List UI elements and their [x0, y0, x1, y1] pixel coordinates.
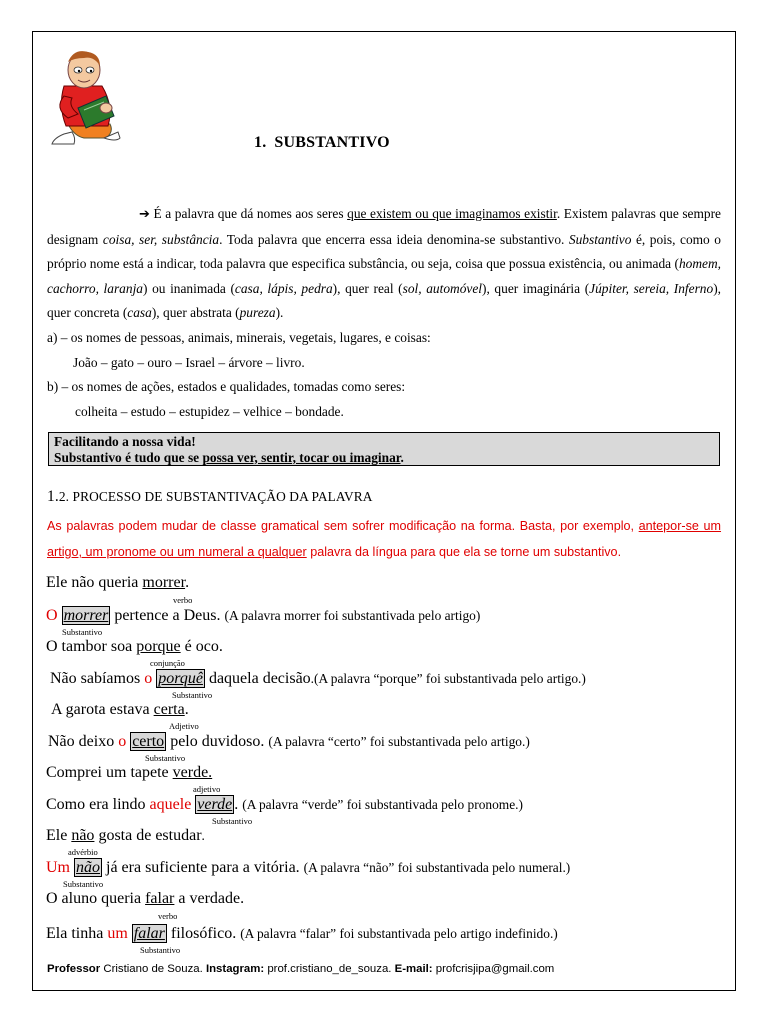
section-text: palavra da língua para que ela se torne um substantivo.	[306, 545, 622, 559]
example-determiner: um	[107, 925, 128, 942]
example-text: pertence a Deus.	[110, 607, 225, 624]
word-class-tag: Substantivo	[212, 816, 253, 826]
example-word-boxed: verde	[197, 796, 233, 813]
word-class-tag: Substantivo	[140, 945, 181, 955]
page-title	[254, 134, 390, 152]
example-line	[46, 827, 205, 845]
example-line	[48, 732, 530, 751]
example-note: .(A palavra “porque” foi substantivada pelo artigo.)	[310, 671, 586, 686]
example-determiner: aquele	[149, 796, 192, 813]
arrow-right-icon: ➔	[139, 207, 150, 222]
footer-label: Professor	[47, 963, 101, 975]
footer-label: E-mail:	[394, 963, 433, 975]
word-class-tag: Substantivo	[62, 627, 103, 637]
list-example-b: colheita – estudo – estupidez – velhice – bondade.	[75, 403, 344, 419]
word-class-tag: adjetivo	[193, 784, 221, 794]
example-text: .	[185, 574, 190, 591]
example-word: falar	[145, 890, 175, 907]
intro-text: ) ou inanimada (	[143, 280, 235, 296]
intro-text: ), quer abstrata (	[151, 305, 240, 321]
footer-value: prof.cristiano_de_souza.	[264, 963, 395, 975]
intro-paragraph	[47, 202, 721, 424]
section-underlined: antepor-se um artigo, um pronome ou um numeral a qualquer	[47, 519, 722, 559]
example-text: Ele	[46, 827, 72, 844]
example-word: morrer	[142, 574, 186, 591]
list-example-a: João – gato – ouro – Israel – árvore – livro.	[73, 354, 305, 370]
example-text: Ela tinha	[46, 925, 108, 942]
intro-underlined: que existem ou que imaginamos existir	[347, 206, 557, 221]
tip-box	[48, 432, 720, 466]
example-line	[46, 795, 523, 814]
example-text: O aluno queria	[46, 890, 146, 907]
example-determiner: o	[144, 670, 153, 687]
example-text: gosta de estudar	[94, 827, 202, 844]
example-word-boxed: morrer	[63, 607, 109, 624]
example-note: (A palavra “falar” foi substantivada pelo artigo indefinido.)	[240, 926, 558, 941]
example-line	[46, 890, 244, 908]
tip-text: .	[400, 449, 404, 465]
section-title-text: 2. PROCESSO DE SUBSTANTIVAÇÃO DA PALAVRA	[58, 489, 373, 504]
footer	[47, 963, 554, 975]
example-word-boxed: porquê	[158, 670, 203, 687]
example-determiner: o	[118, 733, 127, 750]
example-text: Comprei um tapete	[46, 764, 173, 781]
footer-value: profcrisjipa@gmail.com	[432, 963, 555, 975]
example-word-boxed: certo	[132, 733, 165, 750]
tip-text: Substantivo é tudo que se	[54, 449, 203, 465]
intro-text: é, pois, como o próprio nome está a indicar, toda palavra que especifica substância, ou seja, coisa que possua existência, ou animada (	[47, 231, 721, 272]
list-item-b: b) – os nomes de ações, estados e qualidades, tomadas como seres:	[47, 379, 406, 395]
example-text: .	[184, 701, 189, 718]
intro-italic: homem, cachorro, laranja	[47, 256, 721, 296]
example-text: daquela decisão	[204, 670, 311, 687]
example-text: .	[234, 796, 243, 813]
intro-text: . Existem palavras que sempre designam	[47, 206, 721, 247]
example-text: O tambor soa	[46, 638, 137, 655]
example-text: Não sabíamos	[50, 670, 145, 687]
example-text: Como era lindo	[46, 796, 150, 813]
tip-underlined: possa ver, sentir, tocar ou imaginar	[202, 449, 401, 465]
intro-italic: pureza	[239, 305, 276, 321]
example-note: (A palavra “não” foi substantivada pelo numeral.)	[303, 860, 571, 875]
intro-italic: casa	[127, 305, 152, 321]
example-word: porque	[136, 638, 181, 655]
word-class-tag: Substantivo	[63, 879, 104, 889]
tip-box-heading: Facilitando a nossa vida!	[54, 434, 196, 449]
example-line	[46, 574, 189, 592]
section-number: 1.	[47, 488, 59, 505]
intro-text: . Toda palavra que encerra essa ideia denomina-se substantivo.	[219, 231, 569, 247]
title-number: 1.	[254, 134, 267, 151]
example-text: Não deixo	[48, 733, 119, 750]
example-note: (A palavra “verde” foi substantivada pelo pronome.)	[242, 797, 523, 812]
word-class-tag: verbo	[173, 595, 193, 605]
intro-italic: sol, automóvel	[402, 280, 483, 296]
example-line	[46, 638, 223, 656]
example-note: (A palavra “certo” foi substantivada pelo artigo.)	[268, 734, 530, 749]
footer-value: Cristiano de Souza.	[100, 963, 206, 975]
example-line	[46, 858, 570, 877]
intro-text: ), quer real (	[332, 280, 403, 296]
intro-text: É a palavra que dá nomes aos seres	[153, 206, 348, 221]
word-class-tag: verbo	[158, 911, 178, 921]
list-item-a: a) – os nomes de pessoas, animais, minerais, vegetais, lugares, e coisas:	[47, 329, 431, 345]
example-line	[51, 701, 189, 719]
example-text: pelo duvidoso.	[166, 733, 269, 750]
example-line	[46, 764, 212, 782]
intro-text: ), quer concreta (	[47, 280, 721, 321]
intro-text: ).	[275, 305, 284, 321]
page-border	[32, 31, 736, 991]
example-line	[50, 669, 586, 688]
footer-label: Instagram:	[205, 963, 265, 975]
example-line	[46, 924, 558, 943]
intro-italic: Substantivo	[568, 231, 632, 247]
example-text: é oco.	[180, 638, 223, 655]
example-text: filosófico.	[166, 925, 241, 942]
section-paragraph	[47, 513, 721, 565]
title-text: SUBSTANTIVO	[274, 134, 390, 151]
word-class-tag: Substantivo	[145, 753, 186, 763]
intro-italic: casa, lápis, pedra	[234, 280, 333, 296]
example-determiner: O	[46, 607, 58, 624]
word-class-tag: Substantivo	[172, 690, 213, 700]
example-determiner: Um	[46, 859, 70, 876]
intro-italic: Júpiter, sereia, Inferno	[589, 280, 714, 296]
tip-box-text	[54, 450, 714, 466]
example-word-boxed: não	[76, 859, 100, 876]
intro-text: ), quer imaginária (	[482, 280, 590, 296]
example-text: A garota estava	[51, 701, 154, 718]
professor-cartoon-icon	[44, 46, 134, 146]
example-note: (A palavra morrer foi substantivada pelo artigo)	[224, 608, 481, 623]
example-text: .	[201, 828, 205, 843]
example-text: a verdade.	[174, 890, 245, 907]
section-title	[47, 488, 373, 506]
word-class-tag: conjunção	[150, 658, 185, 668]
example-word-boxed: falar	[133, 925, 165, 942]
section-text: As palavras podem mudar de classe gramatical sem sofrer modificação na forma. Basta, por exemplo,	[47, 519, 639, 533]
example-word: não	[71, 827, 95, 844]
example-text: Ele não queria	[46, 574, 143, 591]
word-class-tag: advérbio	[68, 847, 98, 857]
example-text: já era suficiente para a vitória.	[102, 859, 304, 876]
example-word: certa	[153, 701, 185, 718]
example-line	[46, 606, 480, 625]
word-class-tag: Adjetivo	[169, 721, 199, 731]
intro-italic: coisa, ser, substância	[102, 231, 220, 247]
example-word: verde.	[172, 764, 213, 781]
